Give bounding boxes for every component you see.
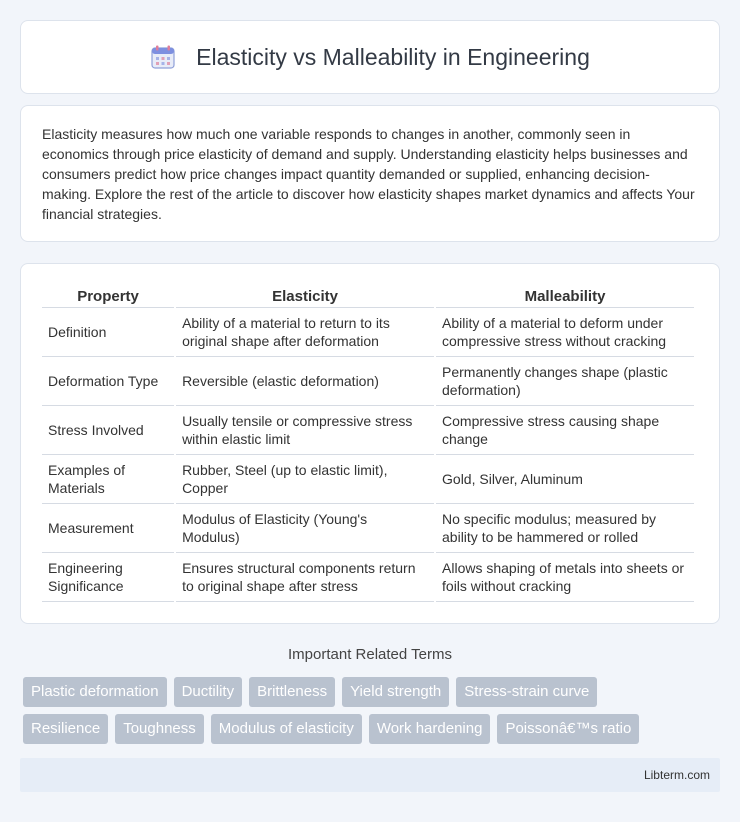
tag-brittleness[interactable]: Brittleness: [249, 677, 335, 707]
table-cell: Gold, Silver, Aluminum: [436, 455, 694, 504]
header-malleability: Malleability: [436, 284, 694, 308]
table-cell: Definition: [42, 308, 174, 357]
table-cell: Compressive stress causing shape change: [436, 406, 694, 455]
table-row: [42, 357, 694, 406]
comparison-table-card: [20, 263, 720, 624]
header-elasticity: Elasticity: [176, 284, 434, 308]
title-card: [20, 20, 720, 94]
comparison-table: [40, 284, 696, 602]
table-row: [42, 455, 694, 504]
tag-toughness[interactable]: Toughness: [115, 714, 204, 744]
intro-text: Elasticity measures how much one variable responds to changes in another, commonly seen in economics through price elasticity of demand and supply. Understanding elasticity helps businesses and consumers predict how price changes impact quantity demanded or supplied, enhancing decision-making. Explore the rest of the article to discover how elasticity shapes market dynamics and affects Your financial strategies.: [42, 126, 695, 222]
table-cell: Engineering Significance: [42, 553, 174, 602]
intro-card: [20, 105, 720, 242]
table-header-row: [42, 284, 694, 308]
related-terms-list: [23, 677, 723, 751]
page-title: Elasticity vs Malleability in Engineering: [196, 43, 590, 70]
table-cell: Measurement: [42, 504, 174, 553]
table-cell: No specific modulus; measured by ability to be hammered or rolled: [436, 504, 694, 553]
tag-work-hardening[interactable]: Work hardening: [369, 714, 491, 744]
table-cell: Usually tensile or compressive stress within elastic limit: [176, 406, 434, 455]
calendar-icon: [150, 44, 176, 70]
table-cell: Ability of a material to deform under compressive stress without cracking: [436, 308, 694, 357]
header-property: Property: [42, 284, 174, 308]
tag-modulus-of-elasticity[interactable]: Modulus of elasticity: [211, 714, 362, 744]
tag-resilience[interactable]: Resilience: [23, 714, 108, 744]
table-cell: Reversible (elastic deformation): [176, 357, 434, 406]
tag-ductility[interactable]: Ductility: [174, 677, 243, 707]
table-cell: Ensures structural components return to original shape after stress: [176, 553, 434, 602]
table-row: [42, 553, 694, 602]
table-cell: Modulus of Elasticity (Young's Modulus): [176, 504, 434, 553]
table-cell: Permanently changes shape (plastic deformation): [436, 357, 694, 406]
tag-row: [23, 677, 723, 707]
table-cell: Deformation Type: [42, 357, 174, 406]
footer-site-link[interactable]: Libterm.com: [643, 768, 710, 782]
table-row: [42, 504, 694, 553]
footer: [20, 758, 720, 792]
tag-yield-strength[interactable]: Yield strength: [342, 677, 449, 707]
tag-plastic-deformation[interactable]: Plastic deformation: [23, 677, 167, 707]
related-terms-title: Important Related Terms: [288, 646, 452, 663]
table-cell: Rubber, Steel (up to elastic limit), Copper: [176, 455, 434, 504]
table-row: [42, 308, 694, 357]
tag-row: [23, 714, 723, 744]
table-cell: Examples of Materials: [42, 455, 174, 504]
tag-poissons-ratio[interactable]: Poissonâ€™s ratio: [497, 714, 639, 744]
table-cell: Stress Involved: [42, 406, 174, 455]
tag-stress-strain-curve[interactable]: Stress-strain curve: [456, 677, 597, 707]
table-row: [42, 406, 694, 455]
table-cell: Allows shaping of metals into sheets or foils without cracking: [436, 553, 694, 602]
table-cell: Ability of a material to return to its original shape after deformation: [176, 308, 434, 357]
